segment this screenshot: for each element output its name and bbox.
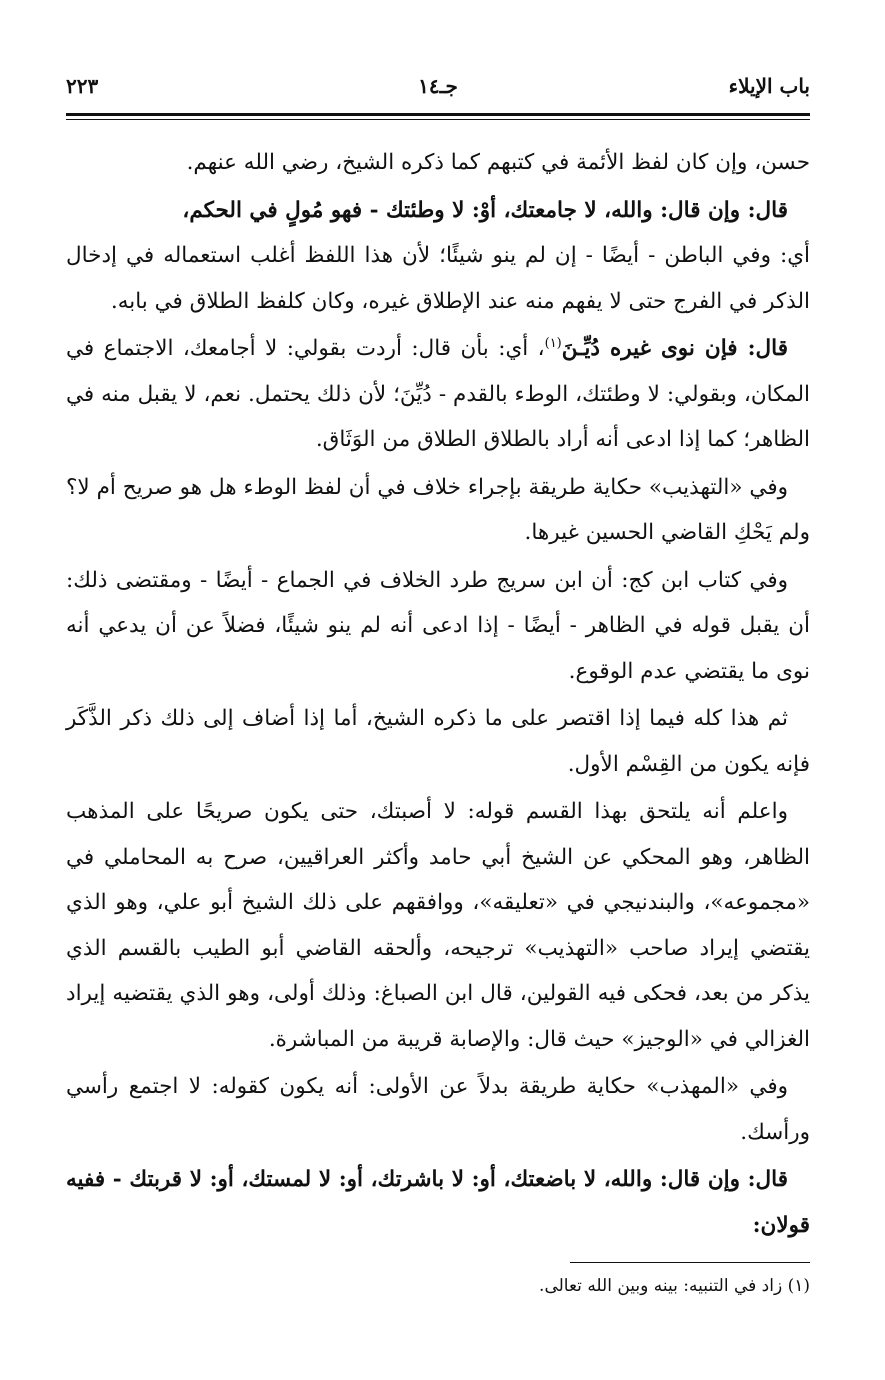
paragraph xyxy=(66,465,810,556)
paragraph-text: أي: وفي الباطن - أيضًا - إن لم ينو شيئًا؛ لأن هذا اللفظ أغلب استعماله في إدخال الذكر في الفرج حتى لا يفهم منه عند الإطلاق غيره، وكان كلفظ الطلاق في بابه. xyxy=(66,243,810,314)
footnote-text: زاد في التنبيه: بينه وبين الله تعالى. xyxy=(539,1276,783,1296)
page-body xyxy=(66,140,810,1250)
paragraph xyxy=(66,696,810,787)
page-header xyxy=(66,74,810,106)
paragraph-text: وفي «المهذب» حكاية طريقة بدلاً عن الأولى: أنه يكون كقوله: لا اجتمع رأسي ورأسك. xyxy=(66,1074,810,1145)
matn-quote: قال: وإن قال: والله، لا جامعتك، أوْ: لا وطئتك - فهو مُولٍ في الحكم، xyxy=(182,197,788,223)
paragraph xyxy=(66,140,810,186)
matn-quote: قال: فإن نوى غيره دُيِّـنَ xyxy=(561,336,789,361)
footnote-ref[interactable]: (١) xyxy=(544,335,562,351)
paragraph-text: وفي كتاب ابن كج: أن ابن سريج طرد الخلاف في الجماع - أيضًا - ومقتضى ذلك: أن يقبل قوله في الظاهر - أيضًا - إذا ادعى أنه لم ينو شيئًا، فضلاً عن أن يدعي أنه نوى ما يقتضي عدم الوقوع. xyxy=(66,567,810,684)
paragraph xyxy=(66,188,810,325)
page-number: ٢٢٣ xyxy=(66,74,99,98)
header-rule-thick xyxy=(66,113,810,116)
header-rule-thin xyxy=(66,119,810,120)
footnote xyxy=(66,1272,810,1300)
book-page xyxy=(66,0,810,1380)
paragraph-text: ثم هذا كله فيما إذا اقتصر على ما ذكره الشيخ، أما إذا أضاف إلى ذلك ذكر الذَّكَر فإنه يكون من القِسْم الأول. xyxy=(66,706,810,777)
matn-quote: قال: وإن قال: والله، لا باضعتك، أو: لا باشرتك، أو: لا لمستك، أو: لا قربتك - ففيه قولان: xyxy=(66,1167,810,1238)
footnote-marker: (١) xyxy=(787,1276,810,1296)
paragraph-text: واعلم أنه يلتحق بهذا القسم قوله: لا أصبتك، حتى يكون صريحًا على المذهب الظاهر، وهو المحكي عن الشيخ أبي حامد وأكثر العراقيين، صرح به المحاملي في «مجموعه»، والبندنيجي في «تعليقه»، ووافقهم على ذلك الشيخ أبو علي، وهو الذي يقتضي إيراد صاحب «التهذيب» ترجيحه، وألحقه القاضي أبو الطيب بالقسم الذي يذكر من بعد، فحكى فيه القولين، قال ابن الصباغ: وذلك أولى، وهو الذي يقتضيه إيراد الغزالي في «الوجيز» حيث قال: والإصابة قريبة من المباشرة. xyxy=(66,799,810,1052)
paragraph xyxy=(66,558,810,695)
paragraph-text: حسن، وإن كان لفظ الأئمة في كتبهم كما ذكره الشيخ، رضي الله عنهم. xyxy=(186,150,810,175)
paragraph xyxy=(66,1157,810,1248)
paragraph-text: ، أي: بأن قال: أردت بقولي: لا أجامعك، الاجتماع في المكان، وبقولي: لا وطئتك، الوطء بالقدم - دُيِّنَ؛ لأن ذلك يحتمل. نعم، لا يقبل منه في الظاهر؛ كما إذا ادعى أنه أراد بالطلاق الطلاق من الوَثَاق. xyxy=(66,336,810,452)
paragraph xyxy=(66,1064,810,1155)
chapter-title: باب الإيلاء xyxy=(728,74,810,98)
volume-number: جـ١٤ xyxy=(418,74,458,98)
paragraph xyxy=(66,326,810,463)
paragraph-text: وفي «التهذيب» حكاية طريقة بإجراء خلاف في أن لفظ الوطء هل هو صريح أم لا؟ ولم يَحْكِ القاضي الحسين غيرها. xyxy=(66,474,810,545)
footnote-separator xyxy=(570,1262,810,1263)
paragraph xyxy=(66,789,810,1062)
